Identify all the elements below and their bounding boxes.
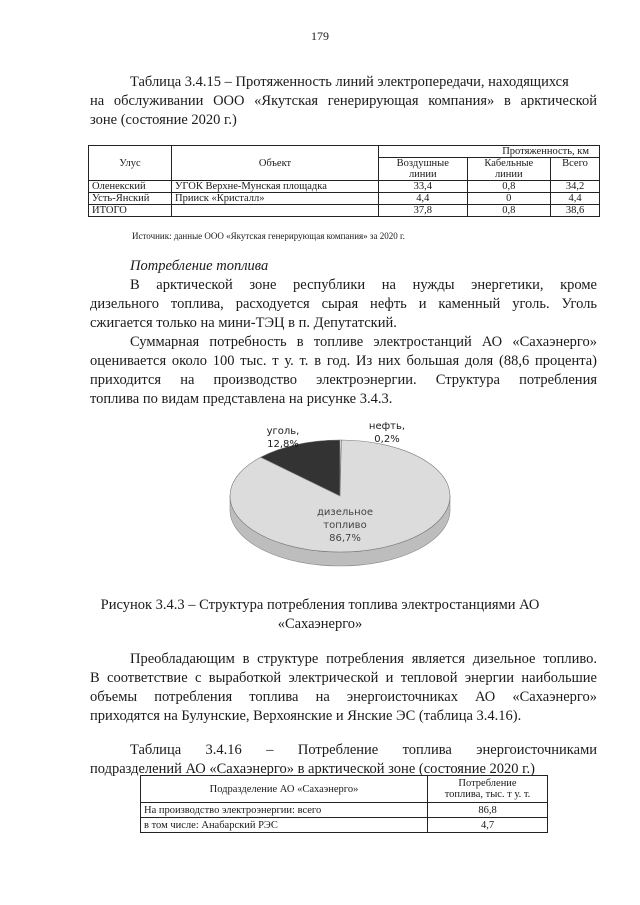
figure-caption: Рисунок 3.4.3 – Структура потребления топлива электростанциями АО «Сахаэнерго» [100,597,540,632]
text-line: объемы потребления топлива на энергоисточниках АО «Сахаэнерго» [90,689,597,705]
table-cell: 0,8 [467,181,550,193]
table-cell: 86,8 [428,803,548,818]
table-row [89,193,600,205]
text-line: дизельного топлива, расходуется сырая нефть и каменный уголь. Уголь [90,296,597,312]
table-cell: 4,4 [379,193,468,205]
table-cell: УГОК Верхне-Мунская площадка [172,181,379,193]
table-cell: Прииск «Кристалл» [172,193,379,205]
table-cell: 4,4 [551,193,600,205]
table2-caption [90,741,597,779]
paragraph-2 [90,333,597,409]
table1-header-overhead: Воздушные линии [379,158,468,181]
table-cell: На производство электроэнергии: всего [141,803,428,818]
text-line: В соответствие с выработкой электрической и тепловой энергии наибольшие [90,670,597,686]
table-row [89,181,600,193]
table1-source: Источник: данные ООО «Якутская генерирующая компания» за 2020 г. [132,231,405,241]
pie-label-oil: нефть, 0,2% [368,421,406,445]
table2-caption-line: Таблица 3.4.16 – Потребление топлива энергоисточниками [130,742,597,758]
table1-header-object: Объект [172,146,379,181]
table2-header-unit: Подразделение АО «Сахаэнерго» [141,776,428,803]
pie-label-diesel: дизельное топливо 86,7% [317,507,373,544]
table2-caption-line: подразделений АО «Сахаэнерго» в арктической зоне (состояние 2020 г.) [90,761,535,777]
table1-caption-line: Таблица 3.4.15 – Протяженность линий электропередачи, находящихся [130,74,569,90]
text-line: приходятся на Булунские, Верхоянские и Янские ЭС (таблица 3.4.16). [90,708,522,724]
text-line: Преобладающим в структуре потребления является дизельное топливо. [130,651,597,667]
paragraph-1 [90,276,597,333]
text-line: оценивается около 100 тыс. т у. т. в год. Из них большая доля (88,6 процента) [90,353,597,369]
table-cell: 0,8 [467,205,550,217]
table1 [88,145,600,217]
pie-label-coal: уголь, 12,8% [266,426,300,450]
table-cell: 0 [467,193,550,205]
table-cell: ИТОГО [89,205,172,217]
table1-header-length: Протяженность, км [379,146,600,158]
table-cell: 33,4 [379,181,468,193]
table-cell: 38,6 [551,205,600,217]
table-cell: 37,8 [379,205,468,217]
table-row [89,205,600,217]
table1-header-ulus: Улус [89,146,172,181]
text-line: Суммарная потребность в топливе электростанций АО «Сахаэнерго» [130,334,597,350]
table1-caption-line: на обслуживании ООО «Якутская генерирующая компания» в арктической [90,93,597,109]
page-number: 179 [311,29,329,43]
table2-header-consumption: Потребление топлива, тыс. т у. т. [428,776,548,803]
text-line: приходится на производство электроэнергии. Структура потребления [90,372,597,388]
text-line: сжигается только на мини-ТЭЦ в п. Депутатский. [90,315,397,331]
table-cell [172,205,379,217]
text-line: топлива по видам представлена на рисунке 3.4.3. [90,391,393,407]
table-row [141,803,548,818]
table-cell: Оленекский [89,181,172,193]
text-line: В арктической зоне республики на нужды энергетики, кроме [130,277,597,293]
table-cell: 34,2 [551,181,600,193]
table1-caption [90,73,597,130]
table1-caption-line: зоне (состояние 2020 г.) [90,112,237,128]
section-heading: Потребление топлива [130,258,269,274]
fuel-pie-chart [200,410,480,590]
table-cell: 4,7 [428,818,548,833]
paragraph-3 [90,650,597,726]
table1-header-cable: Кабельные линии [467,158,550,181]
table-row [141,818,548,833]
table-cell: Усть-Янский [89,193,172,205]
table2 [140,775,548,833]
table1-header-total: Всего [551,158,600,181]
table-cell: в том числе: Анабарский РЭС [141,818,428,833]
